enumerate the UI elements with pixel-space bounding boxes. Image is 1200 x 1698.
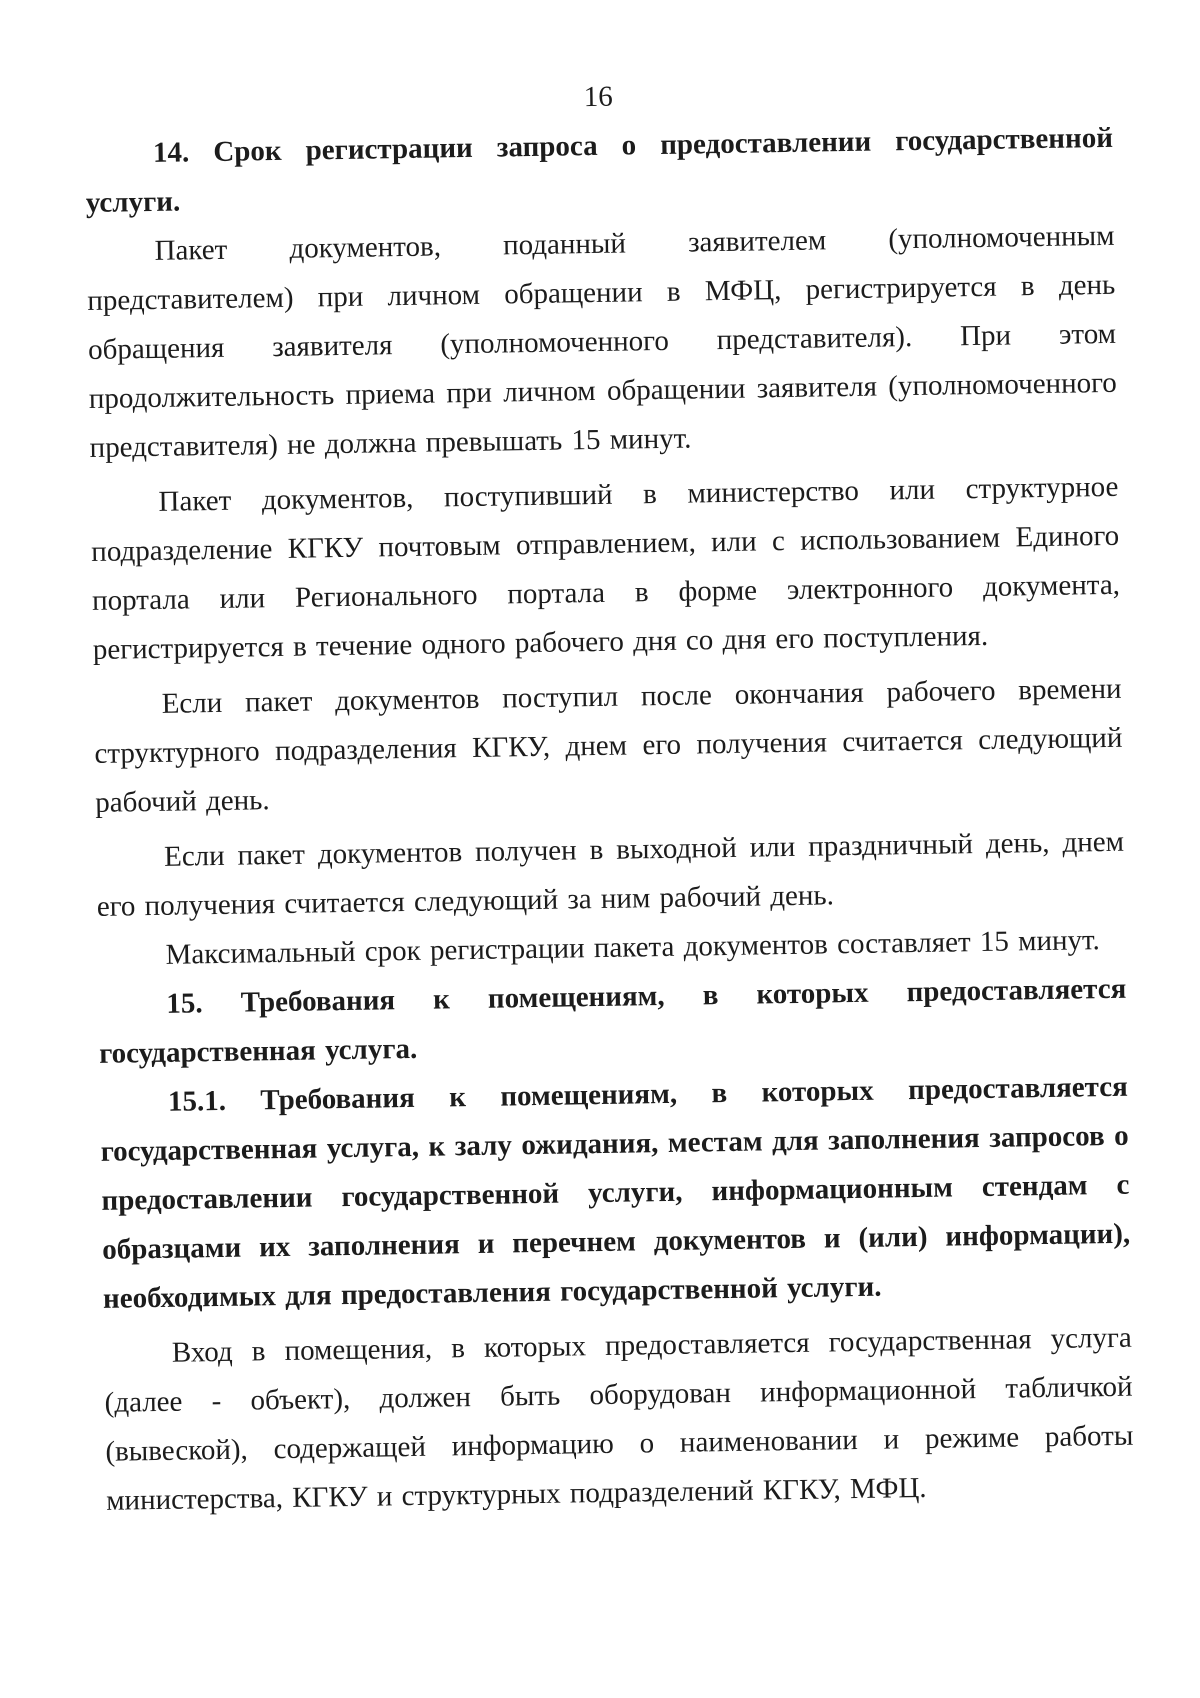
section-15-heading: 15. Требования к помещениям, в которых предоставляется государственная услуга. (98, 972, 1127, 1070)
section-14-paragraph-3: Если пакет документов поступил после окончания рабочего времени структурного подразделения КГКУ, днем его получения считается следующий рабочий день. (94, 672, 1123, 819)
document-body (84, 72, 1134, 1526)
section-14-paragraph-4: Если пакет документов получен в выходной или праздничный день, днем его получения считается следующий за ним рабочий день. (96, 825, 1125, 923)
section-14-paragraph-5: Максимальный срок регистрации пакета документов составляет 15 минут. (165, 924, 1100, 971)
section-14-heading: 14. Срок регистрации запроса о предоставлении государственной услуги. (85, 121, 1114, 219)
page-number: 16 (583, 80, 613, 114)
section-14-paragraph-2: Пакет документов, поступивший в министерство или структурное подразделение КГКУ почтовым отправлением, или с использованием Единого портала или Регионального портала в форме электронного документа, регистрируется в течение одного рабочего дня со дня его поступления. (91, 470, 1121, 666)
section-14-paragraph-1: Пакет документов, поданный заявителем (уполномоченным представителем) при личном обращении в МФЦ, регистрируется в день обращения заявителя (уполномоченного представителя). При этом продолжительность приема при личном обращении заявителя (уполномоченного представителя) не должна превышать 15 минут. (87, 219, 1118, 464)
section-15-paragraph-1: Вход в помещения, в которых предоставляется государственная услуга (далее - объект), должен быть оборудован информационной табличкой (вывеской), содержащей информацию о наименовании и режиме работы министерства, КГКУ и структурных подразделений КГКУ, МФЦ. (104, 1321, 1134, 1517)
section-15-1-heading: 15.1. Требования к помещениям, в которых предоставляется государственная услуга, к залу ожидания, местам для заполнения запросов о предоставлении государственной услуги, информационным стендам с образцами их заполнения и перечнем документов и (или) информации), необходимых для предоставления государственной услуги. (100, 1070, 1131, 1315)
